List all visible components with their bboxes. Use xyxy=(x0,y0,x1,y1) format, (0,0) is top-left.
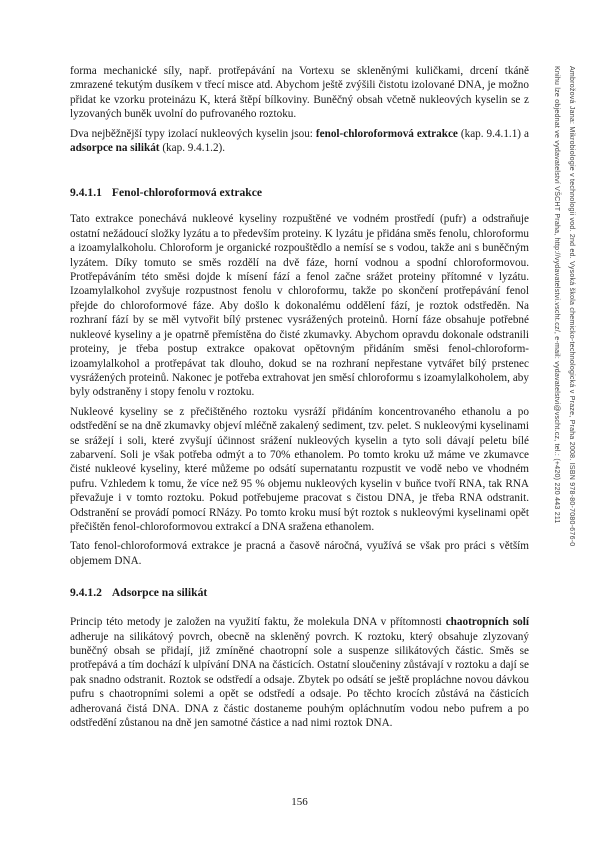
paragraph-extraction-summary: Tato fenol-chloroformová extrakce je pracná a časově náročná, využívá se však pro práci s větším objemem DNA. xyxy=(70,540,529,567)
section-heading-9412 xyxy=(70,585,529,600)
paragraph-silica-adsorption xyxy=(70,615,529,730)
text-run-bold-chaotropic-salts: chaotropních solí xyxy=(445,616,529,629)
paragraph-nucleic-acid-precipitation: Nukleové kyseliny se z přečištěného roztoku vysráží přidáním koncentrovaného ethanolu a po odstředění se na dně zkumavky objeví mléčně zakalený sediment, tzv. pelet. S nukleovými kyselinami se srážejí i soli, které zvyšují účinnost srážení nukleových kyselin a tyto soli dávají peletu bílé zabarvení. Soli je však potřeba odmýt a to 70% ethanolem. Po tomto kroku už máme ve zkumavce čisté nukleové kyseliny, které můžeme po odsátí supernatantu rozpustit ve vodě nebo ve vhodném pufru. Vzhledem k tomu, že více než 95 % objemu nukleových kyselin v buňce tvoří RNA, tak RNA převažuje i v tomto roztoku. Pokud potřebujeme pracovat s čistou DNA, je třeba RNA odstranit. Odstranění se provádí pomocí RNázy. Po tomto kroku musí být roztok s nukleovými kyselinami opět přečištěn fenol-chloroformovou extrakcí a DNA sražena ethanolem. xyxy=(70,405,529,533)
page-number: 156 xyxy=(291,796,308,808)
section-number: 9.4.1.2 xyxy=(70,586,102,600)
section-heading-9411 xyxy=(70,185,529,200)
sidebar-citation-watermark xyxy=(549,66,579,626)
citation-line-book: Ambrožová Jana: Mikrobiologie v technologii vod. 2nd ed. Vysoká škola chemicko-technologická v Praze, Praha 2008. ISBN 978-80-7080-676-0 xyxy=(568,66,575,547)
paragraph-extraction-types xyxy=(70,127,529,156)
section-title: Fenol-chloroformová extrakce xyxy=(111,186,263,200)
section-title: Adsorpce na silikát xyxy=(111,586,208,600)
text-run: Dva nejběžnější typy izolací nukleových kyselin jsou: xyxy=(70,127,316,140)
paragraph-phenol-chloroform-procedure: Tato extrakce ponechává nukleové kyseliny rozpuštěné ve vodném prostředí (pufr) a odstraňuje ostatní nežádoucí složky lyzátu a to především proteiny. K lyzátu je přidána směs fenolu, chloroformu a izoamylalkoholu. Chloroform je organické rozpouštědlo a nemísí se s vodou, takže ani s buněčným lyzátem. Díky tomuto se směs rozdělí na dvě fáze, horní vodnou a spodní chloroformovou. Protřepáváním této směsi dojde k mísení fází a fenol začne srážet proteiny přítomné v lyzátu. Izoamylalkohol zvyšuje rozpustnost fenolu v chloroformu, takže po skončení protřepávání fenol přejde do chloroformové fáze. Aby došlo k dokonalému oddělení fází, je roztok odstředěn. Na rozhraní fází by se měl vytvořit bílý prstenec vysrážených proteinů. Horní fáze obsahuje potřebné nukleové kyseliny a je opatrně přemístěna do čisté zkumavky. Abychom opravdu dokonale odstranili proteiny, je třeba postup extrakce opakovat opětovným přidáním směsi fenol-chloroform-izoamylalkohol a protřepávat tak dlouho, dokud se na rozhraní nepřestane vytvářet bílý prstenec vysrážených proteinů. Nakonec je potřeba extrahovat jen směsí chloroformu s izoamylalkoholem, aby byly odstraněny i stopy fenolu v roztoku. xyxy=(70,213,529,399)
text-run-bold-silica-adsorption: adsorpce na silikát xyxy=(70,142,160,155)
text-run: (kap. 9.4.1.1) a xyxy=(457,127,529,140)
text-run: (kap. 9.4.1.2). xyxy=(159,142,226,155)
text-run: adheruje na silikátový povrch, obecně na skleněný povrch. K roztoku, který obsahuje zlyzovaný buněčný obsah se přidají, již zmíněné chaotropní sole a suspenze silikátových částic. Směs se protřepává a tím dochází k ulpívání DNA na částicích. Ostatní sloučeniny zůstávají v roztoku a dají se pak snadno odstranit. Roztok se odstředí a odsaje. Zbytek po odsátí se ještě propláchne novou dávkou pufru s chaotropními solemi a opět se odstředí a odsaje. Po těchto krocích zůstává na částicích adherovaná čistá DNA. DNA z částic dostaneme pouhým opláchnutím vodou nebo pufrem a po odstředění zůstanou na dně jen samotné částice a nad nimi roztok DNA. xyxy=(70,630,529,730)
paragraph-mechanical-lysis: forma mechanické síly, např. protřepávání na Vortexu se skleněnými kuličkami, drcení tkáně zmrazené tekutým dusíkem v třecí misce atd. Abychom ještě zvýšili čistotu izolované DNA, je možno přidat ke vzorku proteinázu K, která štěpí bílkoviny. Buněčný obsah včetně nukleových kyselin se z lyzovaných buněk uvolní do pufrovaného roztoku. xyxy=(70,65,529,121)
body-text xyxy=(70,64,529,735)
text-run-bold-phenol-chloroform: fenol-chloroformová extrakce xyxy=(315,127,458,140)
text-run: Princip této metody je založen na využití faktu, že molekula DNA v přítomnosti xyxy=(70,616,446,629)
citation-line-order: Knihu lze objednat ve vydavatelství VŠCHT Praha, http://vydavatelstvi.vscht.cz/, e-mail: vydavatelstvi@vscht.cz, tel.: (+420) 220 443 211 xyxy=(553,66,560,524)
section-number: 9.4.1.1 xyxy=(70,186,102,200)
